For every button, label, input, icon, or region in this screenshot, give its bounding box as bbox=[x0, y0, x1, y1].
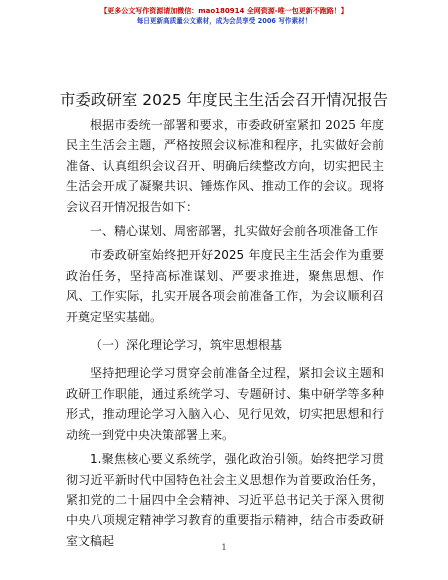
item1-number: 1. bbox=[90, 452, 102, 467]
subsection1-paragraph: 坚持把理论学习贯穿会前准备全过程，紧扣会议主题和政研工作职能，通过系统学习、专题研讨、集中研学等多种形式，推动理论学习入脑入心、见行见效，切实把思想和行动统一到党中央决策部署上来。 bbox=[66, 366, 384, 442]
section1-paragraph-lead: 市委政研室始终把开好 bbox=[90, 248, 214, 263]
section1-paragraph bbox=[66, 245, 384, 327]
intro-paragraph: 根据市委统一部署和要求，市委政研室紧扣 2025 年度民主生活会主题，严格按照会议标准和程序，扎实做好会前准备、认真组织会议召开、明确后续整改方向，切实把民主生活会开成了凝聚共识、锤炼作风、推动工作的会议。现将会议召开情况报告如下： bbox=[66, 118, 384, 214]
promo-banner bbox=[0, 0, 448, 26]
subsection1-heading: （一）深化理论学习，筑牢思想根基 bbox=[90, 338, 283, 353]
page-number: 1 bbox=[221, 543, 227, 552]
section1-paragraph-emphasis: 2025 年度民主生活会作为重要政 bbox=[66, 248, 384, 283]
document-body bbox=[66, 115, 384, 551]
promo-banner-line1: 【更多公文写作资源请加微信：mao180914 全网资源-唯一包更新不跑路！】 bbox=[100, 7, 348, 15]
item1-text: 聚焦核心要义系统学，强化政治引领。始终把学习贯彻习近平新时代中国特色社会主义思想作为首要政治任务，紧扣党的二十届四中全会精神、习近平总书记关于深入贯彻中央八项规定精神学习教育的重要指示精神，结合市委政研室文稿起 bbox=[66, 452, 384, 548]
item1-paragraph bbox=[66, 449, 384, 551]
section1-paragraph-rest: 治任务，坚持高标准谋划、严要求推进，聚焦思想、作风、工作实际，扎实开展各项会前准备工作，为会议顺利召开奠定坚实基础。 bbox=[66, 268, 384, 324]
section1-heading: 一、精心谋划、周密部署，扎实做好会前各项准备工作 bbox=[90, 224, 379, 239]
document-title: 市委政研室 2025 年度民主生活会召开情况报告 bbox=[59, 91, 389, 109]
promo-banner-line2: 每日更新高质量公文素材，成为会员享受 2006 写作素材！ bbox=[136, 17, 312, 25]
